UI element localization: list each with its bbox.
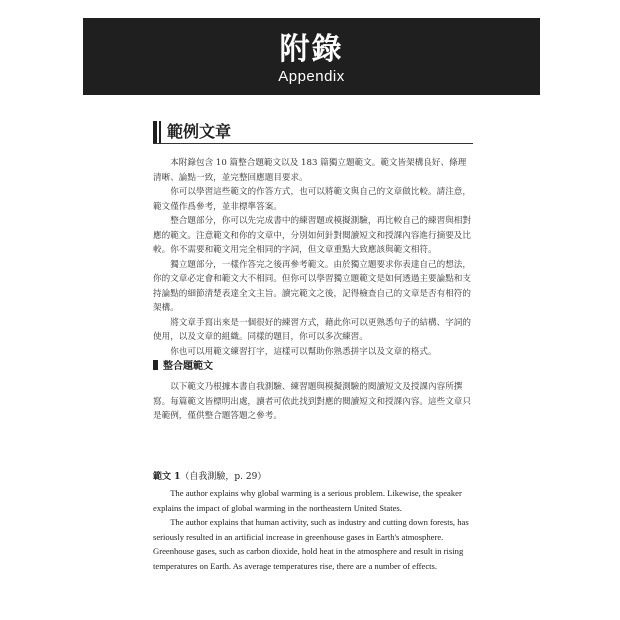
intro-paragraph: 本附錄包含 10 篇整合題範文以及 183 篇獨立題範文。範文皆架構良好、條理清晰、論點一致，並完整回應題目要求。 (153, 158, 467, 183)
sample-paragraph: The author explains that human activity, such as industry and cutting down forests, has seriously resulted in an artificial increase in greenhouse gases in Earth's atmosphere. Greenhouse gases, such as carbon dioxide, hold heat in the atmosphere and result in rising temperatures on Earth. As average temperatures rise, there are a number of effects. (153, 517, 469, 571)
appendix-banner (83, 18, 540, 95)
subsection-marker (153, 360, 158, 370)
subsection-heading (153, 360, 213, 374)
document-page (83, 0, 540, 620)
sample-paragraph: The author explains why global warming is a serious problem. Likewise, the speaker explains the impact of global warming in the northeastern United States. (153, 488, 462, 513)
section-marker-bar-thin (159, 121, 161, 143)
section-title: 範例文章 (167, 122, 232, 141)
sample-source: （自我測驗，p. 29） (180, 472, 267, 482)
intro-text (153, 156, 471, 359)
banner-subtitle: Appendix (278, 68, 345, 85)
sample-label-title: 範文 1 (153, 472, 181, 482)
intro-paragraph: 將文章手寫出來是一個很好的練習方式，藉此你可以更熟悉句子的結構、字詞的使用，以及文章的組織。同樣的題目，你可以多次練習。 (153, 317, 471, 342)
section-marker-bar (153, 121, 157, 143)
intro-paragraph: 你可以學習這些範文的作答方式，也可以將範文與自己的文章做比較。請注意，範文僅作爲參考，並非標準答案。 (153, 187, 471, 212)
subsection-text (153, 380, 471, 424)
subsection-title: 整合題範文 (163, 361, 213, 372)
intro-paragraph: 整合題部分，你可以先完成書中的練習題或模擬測驗，再比較自己的練習與相對應的範文。注意範文和你的文章中，分別如何針對閱讀短文和授課內容進行摘要及比較。你不需要和範文用完全相同的字詞，但文章重點大致應該與範文相符。 (153, 216, 471, 255)
sample-label (153, 470, 266, 484)
intro-paragraph: 獨立題部分，一樣作答完之後再參考範文。由於獨立題要求你表達自己的想法，你的文章必定會和範文大不相同。但你可以學習獨立題範文是如何透過主要論點和支持論點的細節清楚表達全文主旨。讀完範文之後，記得檢查自己的文章是否有相符的架構。 (153, 259, 471, 313)
sample-essay (153, 486, 473, 574)
section-heading (153, 121, 473, 144)
banner-title: 附錄 (279, 32, 344, 67)
subsection-paragraph: 以下範文乃根據本書自我測驗、練習題與模擬測驗的閱讀短文及授課內容所撰寫。每篇範文皆標明出處，讀者可依此找到對應的閱讀短文和授課內容。這些文章只是範例，僅供整合題答題之參考。 (153, 382, 471, 421)
intro-paragraph: 你也可以用範文練習打字，這樣可以幫助你熟悉拼字以及文章的格式。 (170, 346, 437, 357)
